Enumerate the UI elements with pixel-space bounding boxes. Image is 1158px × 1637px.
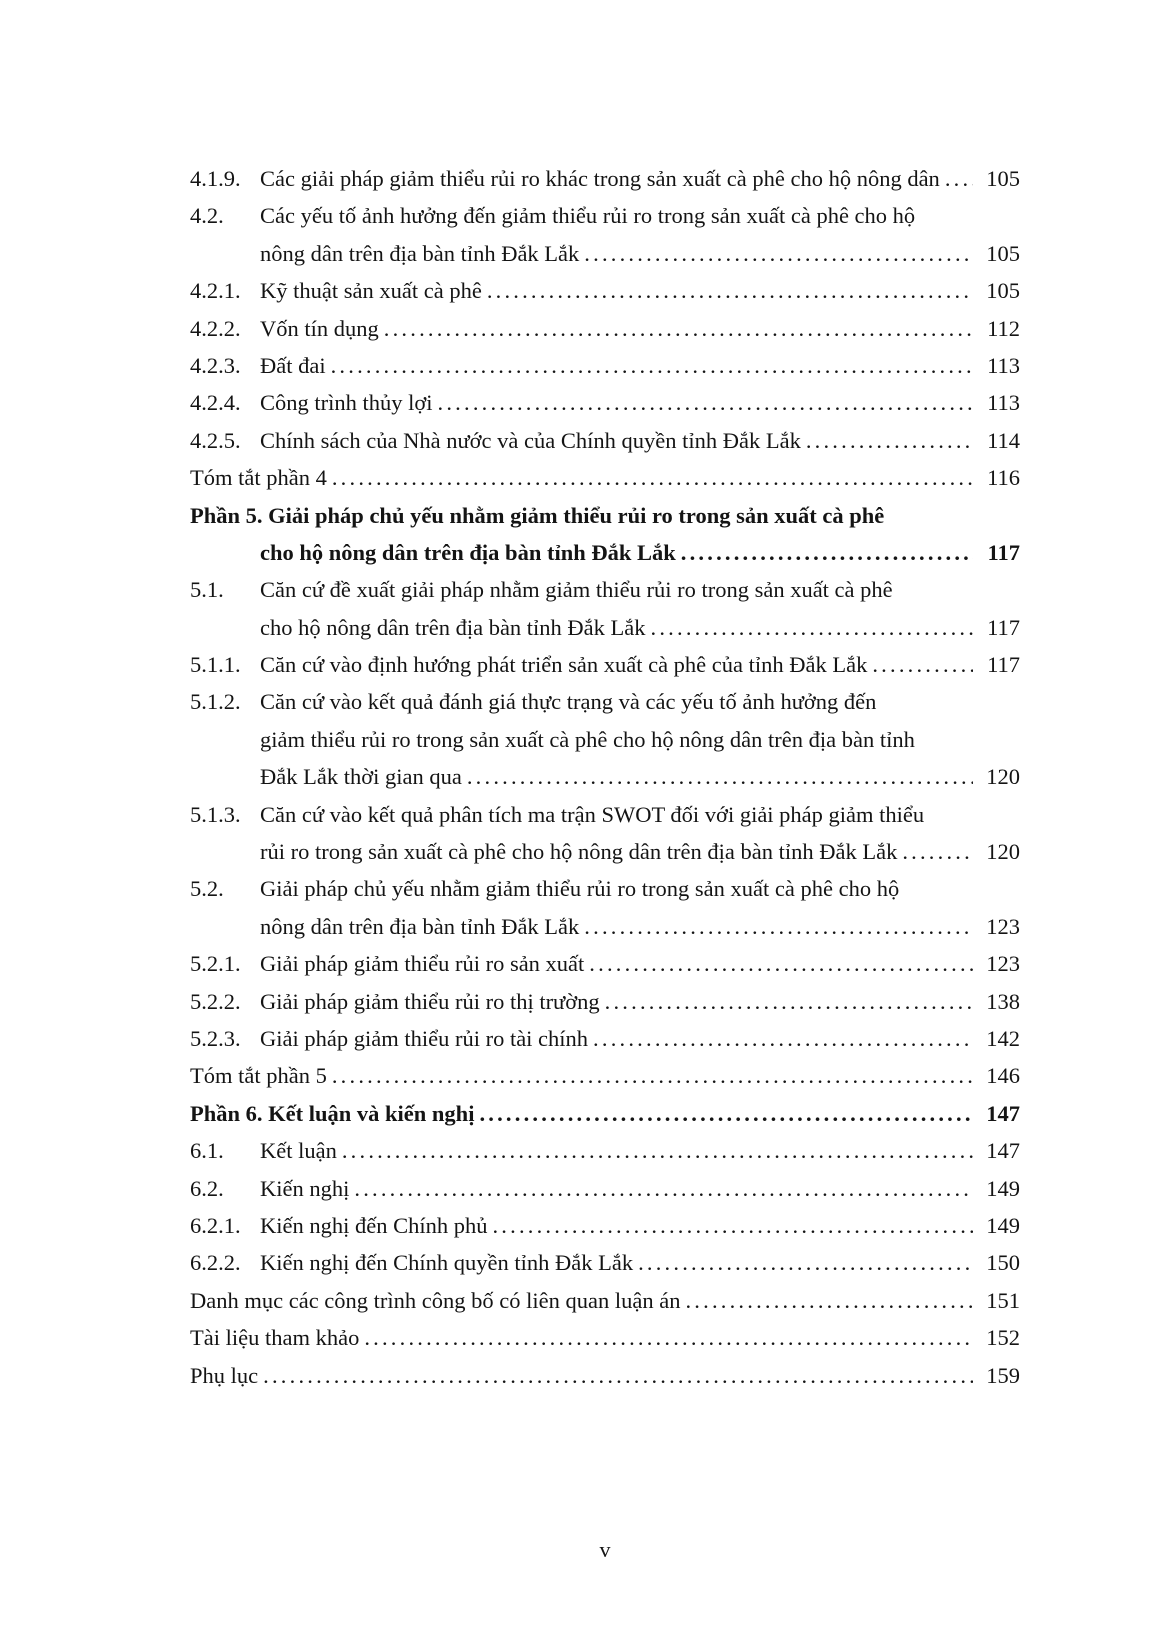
toc-page-number: 138 (986, 988, 1020, 1014)
dot-leader (384, 310, 973, 347)
toc-entry-number: 4.2.1. (190, 278, 241, 304)
toc-line (190, 1095, 1020, 1132)
toc-line (190, 1244, 1020, 1281)
toc-line (190, 721, 1020, 758)
toc-entry-title: Chính sách của Nhà nước và của Chính quyền tỉnh Đắk Lắk (260, 427, 801, 453)
dot-leader (806, 422, 973, 459)
toc-page-number: 112 (987, 315, 1020, 341)
toc-entry-title: Đất đai (260, 352, 326, 378)
toc-line (190, 384, 1020, 421)
toc-entry-title: cho hộ nông dân trên địa bàn tỉnh Đắk Lắk (260, 539, 676, 565)
toc-entry-title: Căn cứ vào định hướng phát triển sản xuất cà phê của tỉnh Đắk Lắk (260, 652, 868, 678)
footer-page-number: v (599, 1537, 611, 1562)
dot-leader (593, 1020, 973, 1057)
toc-entry-title: Kiến nghị (260, 1175, 350, 1201)
toc-line (190, 422, 1020, 459)
toc-line (190, 571, 1020, 608)
toc-page-number: 147 (986, 1100, 1020, 1126)
toc-entry-title: nông dân trên địa bàn tỉnh Đắk Lắk (260, 240, 580, 266)
toc-entry-number: 5.2.3. (190, 1025, 241, 1051)
toc-line (190, 534, 1020, 571)
toc-entry-title: Kỹ thuật sản xuất cà phê (260, 278, 482, 304)
toc-page-number: 116 (987, 465, 1020, 491)
toc-entry-number: 5.1.2. (190, 689, 241, 715)
toc-line (190, 272, 1020, 309)
toc (190, 160, 1020, 1394)
dot-leader (638, 1244, 973, 1281)
dot-leader (332, 1057, 973, 1094)
toc-page-number: 159 (986, 1362, 1020, 1388)
dot-leader (584, 235, 973, 272)
toc-page-number: 114 (987, 427, 1020, 453)
toc-entry-title: Kết luận (260, 1138, 337, 1164)
toc-entry-number: 4.2. (190, 203, 224, 229)
toc-line (190, 1319, 1020, 1356)
toc-page-number: 147 (986, 1138, 1020, 1164)
toc-line (190, 1207, 1020, 1244)
dot-leader (902, 833, 973, 870)
toc-entry-title: Giải pháp chủ yếu nhằm giảm thiểu rủi ro trong sản xuất cà phê cho hộ (260, 876, 900, 902)
toc-line (190, 347, 1020, 384)
dot-leader (354, 1170, 973, 1207)
dot-leader (263, 1357, 973, 1394)
toc-entry-number: 5.1. (190, 577, 224, 603)
toc-page-number: 142 (986, 1025, 1020, 1051)
dot-leader (332, 459, 973, 496)
dot-leader (364, 1319, 973, 1356)
toc-page-number: 120 (986, 764, 1020, 790)
toc-entry-number: 5.2.2. (190, 988, 241, 1014)
toc-page-number: 117 (987, 614, 1020, 640)
toc-entry-number: 5.2. (190, 876, 224, 902)
toc-line (190, 646, 1020, 683)
toc-line (190, 160, 1020, 197)
toc-entry-title: Tóm tắt phần 5 (190, 1063, 327, 1089)
dot-leader (492, 1207, 973, 1244)
toc-line (190, 758, 1020, 795)
toc-entry-title: Danh mục các công trình công bố có liên quan luận án (190, 1287, 681, 1313)
toc-line (190, 459, 1020, 496)
toc-entry-number: 5.1.1. (190, 652, 241, 678)
toc-page-number: 152 (986, 1325, 1020, 1351)
toc-entry-number: 6.2. (190, 1175, 224, 1201)
toc-page-number: 120 (986, 839, 1020, 865)
toc-entry-title: Giải pháp giảm thiểu rủi ro thị trường (260, 988, 600, 1014)
toc-entry-title: Kiến nghị đến Chính quyền tỉnh Đắk Lắk (260, 1250, 634, 1276)
dot-leader (342, 1132, 973, 1169)
toc-entry-title: Các yếu tố ảnh hưởng đến giảm thiểu rủi ro trong sản xuất cà phê cho hộ (260, 203, 916, 229)
toc-line (190, 796, 1020, 833)
toc-entry-number: 5.2.1. (190, 951, 241, 977)
toc-entry-title: Giải pháp giảm thiểu rủi ro sản xuất (260, 951, 585, 977)
toc-entry-title: Kiến nghị đến Chính phủ (260, 1212, 488, 1238)
toc-entry-title: Công trình thủy lợi (260, 390, 433, 416)
toc-entry-title: Tài liệu tham khảo (190, 1325, 360, 1351)
dot-leader (651, 609, 973, 646)
page-footer (190, 1537, 1020, 1563)
toc-page-number: 105 (986, 240, 1020, 266)
toc-line (190, 983, 1020, 1020)
toc-page-number: 113 (987, 390, 1020, 416)
toc-line (190, 609, 1020, 646)
toc-page-number: 123 (986, 951, 1020, 977)
toc-entry-title: Phần 5. Giải pháp chủ yếu nhằm giảm thiểu rủi ro trong sản xuất cà phê (190, 502, 885, 528)
toc-line (190, 908, 1020, 945)
toc-entry-title: Giải pháp giảm thiểu rủi ro tài chính (260, 1025, 589, 1051)
toc-line (190, 310, 1020, 347)
toc-entry-title: nông dân trên địa bàn tỉnh Đắk Lắk (260, 913, 580, 939)
toc-page-number: 117 (987, 652, 1020, 678)
toc-page-number: 149 (986, 1175, 1020, 1201)
toc-page-number: 151 (986, 1287, 1020, 1313)
dot-leader (487, 272, 973, 309)
dot-leader (945, 160, 973, 197)
toc-line (190, 1282, 1020, 1319)
dot-leader (605, 983, 973, 1020)
toc-line (190, 197, 1020, 234)
toc-line (190, 497, 1020, 534)
toc-page-number: 105 (986, 166, 1020, 191)
toc-line (190, 945, 1020, 982)
toc-page-number: 117 (987, 539, 1020, 565)
toc-entry-title: Các giải pháp giảm thiểu rủi ro khác trong sản xuất cà phê cho hộ nông dân (260, 166, 940, 191)
toc-entry-number: 4.2.4. (190, 390, 241, 416)
toc-line (190, 1170, 1020, 1207)
dot-leader (438, 384, 973, 421)
toc-entry-number: 4.2.3. (190, 352, 241, 378)
toc-entry-title: Căn cứ đề xuất giải pháp nhằm giảm thiểu rủi ro trong sản xuất cà phê (260, 577, 893, 603)
toc-entry-title: Căn cứ vào kết quả phân tích ma trận SWOT đối với giải pháp giảm thiểu (260, 801, 925, 827)
toc-entry-title: Đắk Lắk thời gian qua (260, 764, 462, 790)
toc-line (190, 833, 1020, 870)
toc-page-number: 150 (986, 1250, 1020, 1276)
dot-leader (479, 1095, 973, 1132)
toc-line (190, 1020, 1020, 1057)
toc-entry-number: 4.1.9. (190, 166, 241, 191)
toc-line (190, 683, 1020, 720)
toc-entry-title: rủi ro trong sản xuất cà phê cho hộ nông dân trên địa bàn tỉnh Đắk Lắk (260, 839, 898, 865)
dot-leader (872, 646, 973, 683)
toc-entry-number: 6.2.1. (190, 1212, 241, 1238)
toc-entry-number: 4.2.5. (190, 427, 241, 453)
toc-entry-title: Vốn tín dụng (260, 315, 379, 341)
toc-line (190, 1132, 1020, 1169)
toc-entry-number: 4.2.2. (190, 315, 241, 341)
dot-leader (681, 534, 973, 571)
toc-page-number: 105 (986, 278, 1020, 304)
toc-line (190, 870, 1020, 907)
toc-entry-number: 6.2.2. (190, 1250, 241, 1276)
toc-line (190, 1057, 1020, 1094)
toc-page-number: 146 (986, 1063, 1020, 1089)
toc-entry-title: Căn cứ vào kết quả đánh giá thực trạng và các yếu tố ảnh hưởng đến (260, 689, 877, 715)
dot-leader (685, 1282, 973, 1319)
toc-page-number: 123 (986, 913, 1020, 939)
toc-line (190, 235, 1020, 272)
dot-leader (331, 347, 973, 384)
toc-line (190, 1357, 1020, 1394)
toc-page-number: 149 (986, 1212, 1020, 1238)
dot-leader (584, 908, 973, 945)
toc-page-number: 113 (987, 352, 1020, 378)
toc-entry-title: giảm thiểu rủi ro trong sản xuất cà phê cho hộ nông dân trên địa bàn tỉnh (260, 726, 915, 752)
toc-entry-title: cho hộ nông dân trên địa bàn tỉnh Đắk Lắk (260, 614, 646, 640)
toc-entry-number: 5.1.3. (190, 801, 241, 827)
toc-entry-title: Phần 6. Kết luận và kiến nghị (190, 1100, 475, 1126)
dot-leader (467, 758, 973, 795)
toc-entry-number: 6.1. (190, 1138, 224, 1164)
toc-entry-title: Phụ lục (190, 1362, 259, 1388)
dot-leader (589, 945, 973, 982)
toc-entry-title: Tóm tắt phần 4 (190, 465, 327, 491)
